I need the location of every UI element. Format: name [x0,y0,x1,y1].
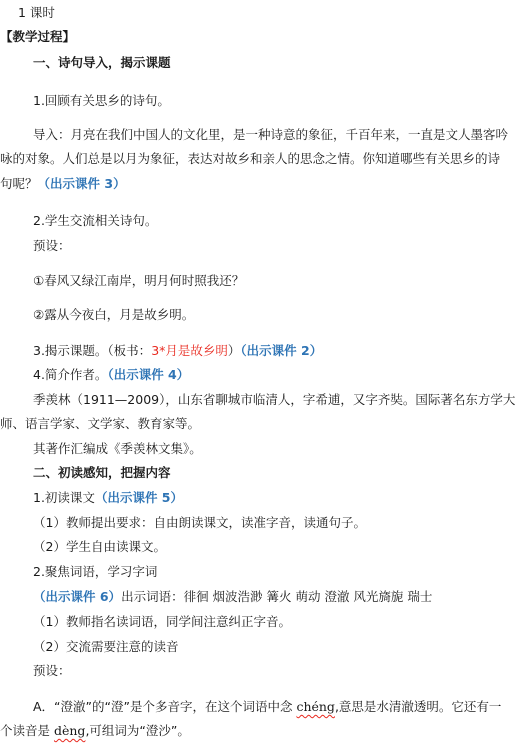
intro-line-1: 导入：月亮在我们中国人的文化里，是一种诗意的象征，千百年来，一直是文人墨客吟 [33,127,509,142]
word-list: 出示词语：徘徊 烟波浩渺 篝火 萌动 澄澈 风光旖旎 瑞士 [121,589,433,604]
author-line-1: 季羡林（1911—2009），山东省聊城市临清人，字希逋，又字齐奘。国际著名东方学大 [33,392,516,407]
courseware-3: （出示课件 3） [37,176,126,191]
courseware-6: （出示课件 6） [33,589,122,604]
note-a2-post: ,可组词为“澄沙”。 [85,723,190,738]
note-a1-pre: A．“澄澈”的“澄”是个多音字，在这个词语中念 [33,699,297,714]
author-line-2: 师、语言学家、文学家、教育家等。 [0,416,201,431]
note-a-line-1 [33,698,501,716]
note-a1-post: ,意思是水清澈透明。它还有一 [334,699,502,714]
note-a-line-2 [0,722,190,740]
part1-step1: 1.回顾有关思乡的诗句。 [33,93,170,108]
courseware-4: （出示课件 4） [107,367,190,382]
poem-1: ①春风又绿江南岸，明月何时照我还？ [33,273,245,288]
part1-step4 [33,366,189,384]
author-line-3: 其著作汇编成《季羡林文集》。 [33,441,202,456]
step4-text: 4.简介作者。 [33,367,108,382]
part2-step1 [33,489,183,507]
part2-sub3: （1）教师指名读词语，同学间注意纠正字音。 [33,614,291,629]
pinyin-deng: dèng [53,723,86,738]
courseware-5: （出示课件 5） [94,490,183,505]
board-title: 3*月是故乡明 [151,343,228,358]
preset-label-1: 预设： [33,238,71,253]
part1-heading: 一、诗句导入，揭示课题 [33,55,171,70]
part1-step3 [33,342,322,360]
part2-heading: 二、初读感知，把握内容 [33,465,171,480]
preset-label-2: 预设： [33,663,71,678]
part2-sub2: （2）学生自由读课文。 [33,539,166,554]
intro-line-3-text: 句呢？ [0,176,38,191]
part2-words [33,588,432,606]
poem-2: ②露从今夜白，月是故乡明。 [33,307,195,322]
section-title: 【教学过程】 [0,29,76,44]
part2-step2: 2.聚焦词语，学习字词 [33,564,158,579]
pinyin-cheng: chéng [296,699,335,714]
part2-sub1: （1）教师提出要求：自由朗读课文，读准字音，读通句子。 [33,515,366,530]
step3-suffix: ） [227,343,241,358]
step3-prefix: 3.揭示课题。（板书： [33,343,152,358]
note-a2-pre: 个读音是 [0,723,54,738]
part2-step1-text: 1.初读课文 [33,490,95,505]
intro-line-2: 咏的对象。人们总是以月为象征，表达对故乡和亲人的思念之情。你知道哪些有关思乡的诗 [0,151,501,166]
part2-sub4: （2）交流需要注意的读音 [33,639,179,654]
lesson-period: 1 课时 [18,5,55,20]
part1-step2: 2.学生交流相关诗句。 [33,213,158,228]
courseware-2: （出示课件 2） [240,343,323,358]
intro-line-3 [0,175,126,193]
